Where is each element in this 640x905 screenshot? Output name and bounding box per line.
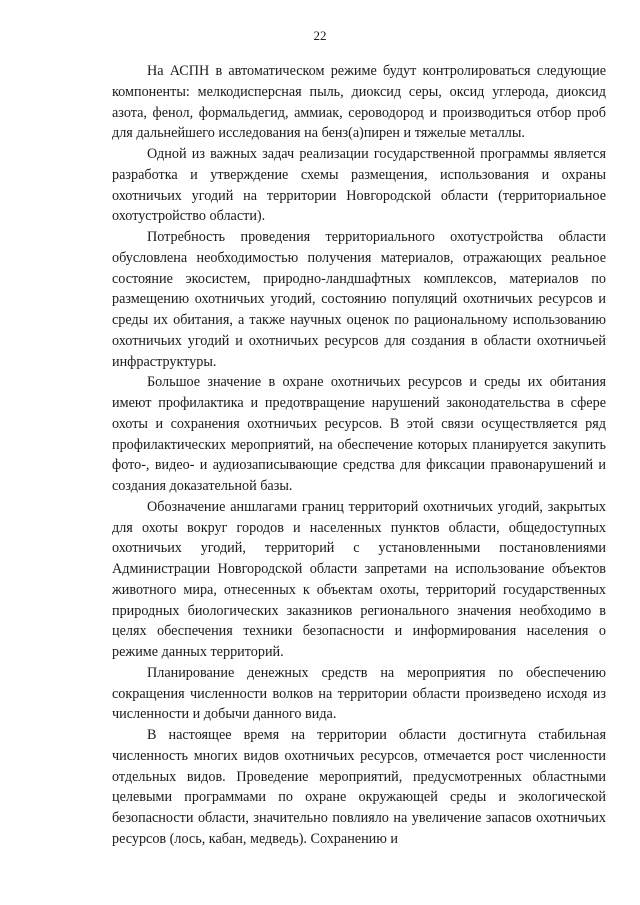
paragraph-7: В настоящее время на территории области достигнута стабильная численность многих видов охотничьих ресурсов, отмечается рост численности отдельных видов. Проведение мероприятий, предусмотренных областными целевыми программами по охране окружающей среды и экологической безопасности области, значительно повлияло на увеличение запасов охотничьих ресурсов (лось, кабан, медведь). Сохранению и [112,727,606,847]
body-text [112,61,606,850]
paragraph-1: На АСПН в автоматическом режиме будут контролироваться следующие компоненты: мелкодисперсная пыль, диоксид серы, оксид углерода, диоксид азота, фенол, формальдегид, аммиак, сероводород и производиться отбор проб для дальнейшего исследования на бенз(а)пирен и тяжелые металлы. [112,63,606,142]
page-number: 22 [313,28,327,43]
paragraph-3: Потребность проведения территориального охотустройства области обусловлена необходимостью получения материалов, отражающих реальное состояние экосистем, природно-ландшафтных комплексов, материалов по размещению охотничьих угодий, состоянию популяций охотничьих ресурсов и среды их обитания, а также научных оценок по рациональному использованию охотничьих угодий и охотничьих ресурсов для создания в области охотничьей инфраструктуры. [112,229,606,370]
paragraph-2: Одной из важных задач реализации государственной программы является разработка и утверждение схемы размещения, использования и охраны охотничьих угодий на территории Новгородской области (территориальное охотустройство области). [112,146,606,225]
paragraph-6: Планирование денежных средств на мероприятия по обеспечению сокращения численности волков на территории области произведено исходя из численности и добычи данного вида. [112,664,606,723]
paragraph-5: Обозначение аншлагами границ территорий охотничьих угодий, закрытых для охоты вокруг городов и населенных пунктов области, общедоступных охотничьих угодий, территорий с установленными постановлениями Администрации Новгородской области запретами на использование объектов животного мира, отнесенных к объектам охоты, территорий государственных природных биологических заказников регионального значения необходимо в целях обеспечения техники безопасности и информирования населения о режиме данных территорий. [112,498,606,660]
paragraph-4: Большое значение в охране охотничьих ресурсов и среды их обитания имеют профилактика и предотвращение нарушений законодательства в сфере охоты и сохранения охотничьих ресурсов. В этой связи осуществляется ряд профилактических мероприятий, на обеспечение которых планируется закупить фото-, видео- и аудиозаписывающие средства для фиксации правонарушений и создания доказательной базы. [112,374,606,494]
